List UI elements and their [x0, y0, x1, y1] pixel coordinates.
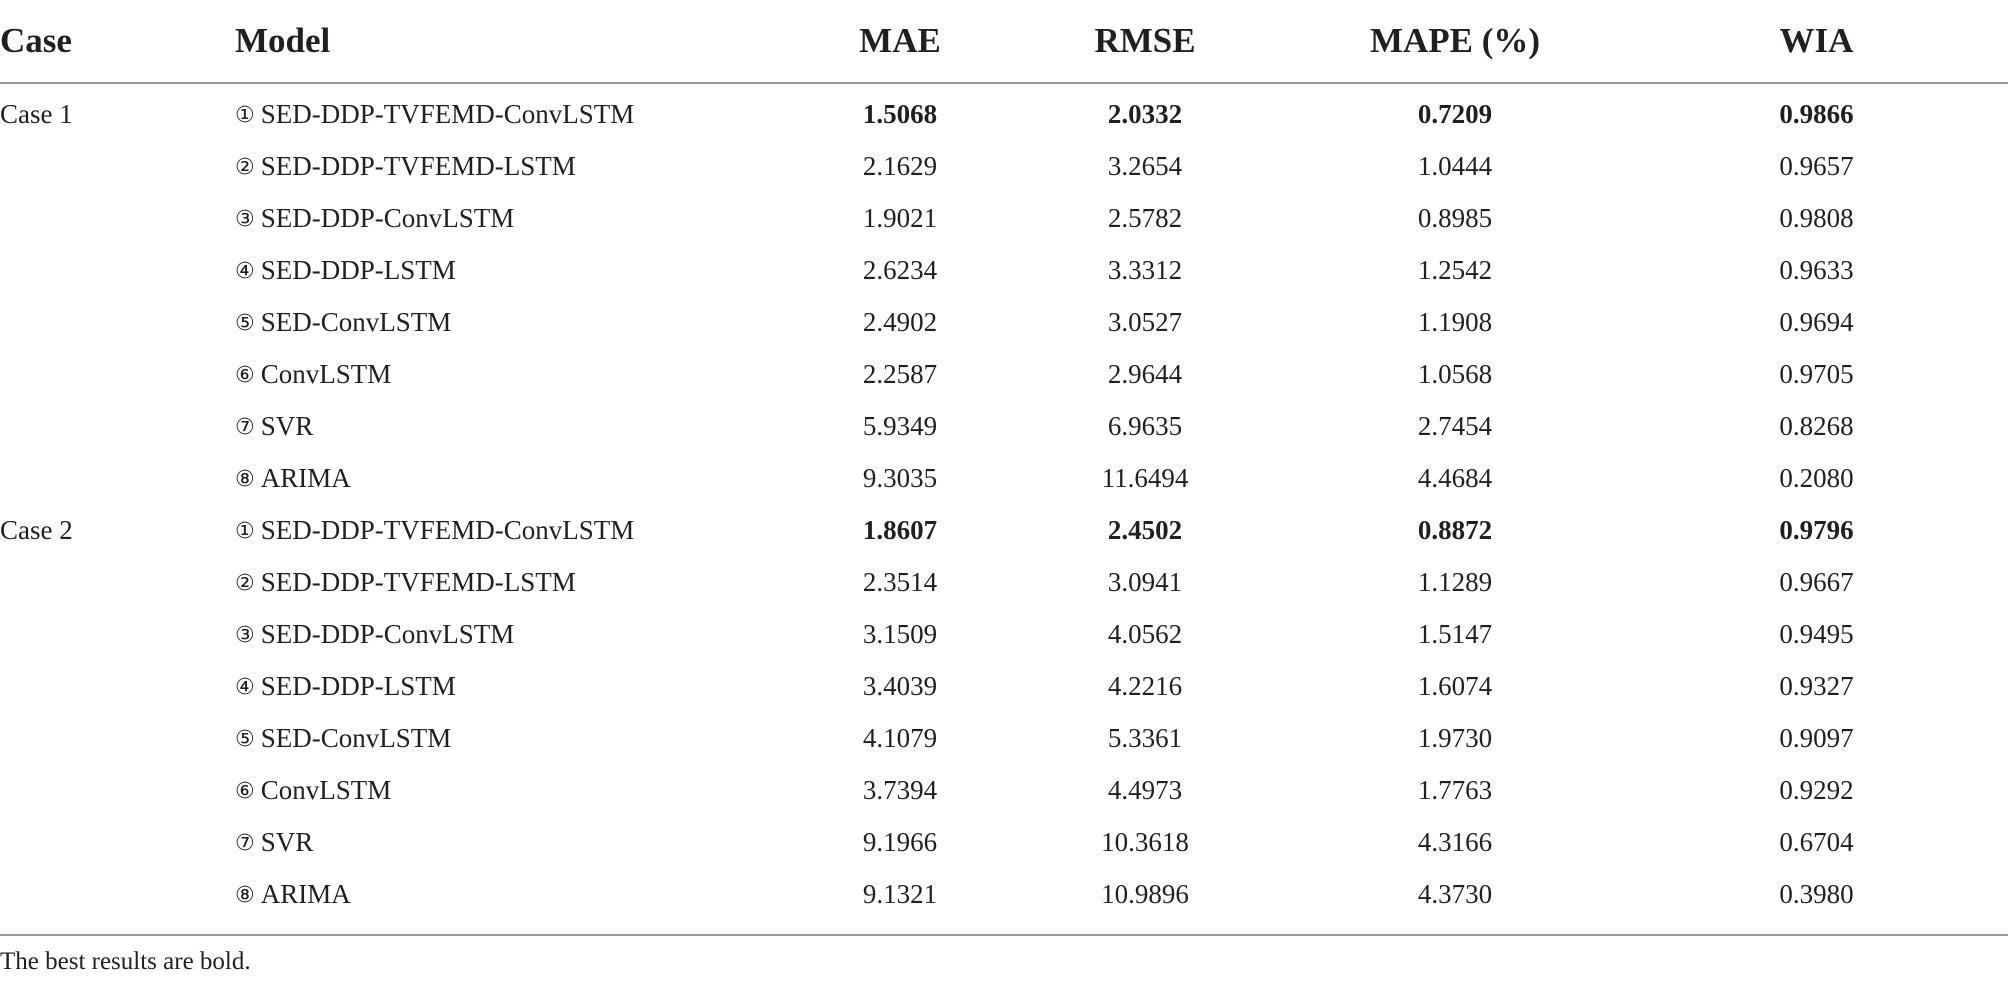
cell-wia: 0.9796	[1779, 514, 1854, 545]
model-name: SVR	[260, 826, 314, 857]
cell-mape: 0.8872	[1417, 514, 1493, 545]
cell-model	[235, 816, 795, 868]
model-number-marker: ⑤	[235, 310, 255, 336]
cell-case	[0, 764, 235, 816]
cell-mape: 1.0568	[1417, 358, 1493, 389]
cell-mape: 0.7209	[1417, 98, 1493, 129]
table-row	[0, 868, 2008, 920]
cell-wia: 0.9808	[1779, 202, 1854, 233]
cell-rmse: 4.4973	[1107, 774, 1183, 805]
cell-case: Case 2	[0, 514, 73, 545]
model-number-marker: ⑤	[235, 726, 255, 752]
table-row	[0, 348, 2008, 400]
cell-model	[235, 348, 795, 400]
cell-rmse: 3.0527	[1107, 306, 1183, 337]
cell-case	[0, 868, 235, 920]
cell-wia: 0.9292	[1779, 774, 1854, 805]
cell-case	[0, 816, 235, 868]
table-row	[0, 816, 2008, 868]
cell-case	[0, 556, 235, 608]
model-number-marker: ⑧	[235, 466, 255, 492]
cell-wia: 0.9097	[1779, 722, 1854, 753]
table-row	[0, 608, 2008, 660]
cell-mae: 3.1509	[862, 618, 938, 649]
table-row	[0, 192, 2008, 244]
cell-mae: 2.3514	[862, 566, 938, 597]
cell-model	[235, 504, 795, 556]
cell-mape: 2.7454	[1417, 410, 1493, 441]
table-row	[0, 452, 2008, 504]
table-row	[0, 504, 2008, 556]
table-footnote: The best results are bold.	[0, 948, 251, 975]
cell-wia: 0.9327	[1779, 670, 1854, 701]
cell-model	[235, 764, 795, 816]
model-name: SED-DDP-ConvLSTM	[260, 202, 515, 233]
cell-rmse: 3.0941	[1107, 566, 1183, 597]
table-bottom-rule	[0, 934, 2008, 936]
cell-wia: 0.9633	[1779, 254, 1854, 285]
model-number-marker: ②	[235, 570, 255, 596]
cell-mape: 1.1289	[1417, 566, 1493, 597]
cell-rmse: 6.9635	[1107, 410, 1183, 441]
cell-case	[0, 608, 235, 660]
header-model: Model	[235, 0, 795, 83]
cell-model	[235, 140, 795, 192]
model-number-marker: ④	[235, 674, 255, 700]
cell-case	[0, 400, 235, 452]
cell-mape: 1.7763	[1417, 774, 1493, 805]
cell-mape: 1.2542	[1417, 254, 1493, 285]
cell-mae: 4.1079	[862, 722, 938, 753]
model-number-marker: ⑧	[235, 882, 255, 908]
cell-mape: 1.6074	[1417, 670, 1493, 701]
model-name: SED-DDP-ConvLSTM	[260, 618, 515, 649]
cell-mae: 9.3035	[862, 462, 938, 493]
model-name: SED-DDP-TVFEMD-LSTM	[260, 150, 576, 181]
cell-model	[235, 296, 795, 348]
cell-wia: 0.9694	[1779, 306, 1854, 337]
cell-model	[235, 712, 795, 764]
cell-model	[235, 660, 795, 712]
model-name: ConvLSTM	[260, 774, 392, 805]
cell-mape: 4.4684	[1417, 462, 1493, 493]
cell-rmse: 4.0562	[1107, 618, 1183, 649]
model-number-marker: ⑥	[235, 362, 255, 388]
cell-wia: 0.9495	[1779, 618, 1854, 649]
header-rmse: RMSE	[1005, 0, 1285, 83]
cell-rmse: 4.2216	[1107, 670, 1183, 701]
model-number-marker: ④	[235, 258, 255, 284]
model-name: SED-DDP-LSTM	[260, 670, 456, 701]
cell-mae: 3.7394	[862, 774, 938, 805]
cell-case	[0, 348, 235, 400]
cell-model	[235, 244, 795, 296]
cell-case	[0, 140, 235, 192]
cell-wia: 0.9705	[1779, 358, 1854, 389]
table-body	[0, 83, 2008, 920]
table-row	[0, 400, 2008, 452]
cell-mae: 9.1321	[862, 878, 938, 909]
cell-rmse: 3.2654	[1107, 150, 1183, 181]
cell-wia: 0.8268	[1779, 410, 1854, 441]
model-name: SED-DDP-LSTM	[260, 254, 456, 285]
cell-rmse: 5.3361	[1107, 722, 1183, 753]
cell-rmse: 2.5782	[1107, 202, 1183, 233]
cell-wia: 0.2080	[1779, 462, 1854, 493]
model-name: ARIMA	[260, 462, 351, 493]
cell-rmse: 2.0332	[1107, 98, 1183, 129]
table-row	[0, 764, 2008, 816]
model-number-marker: ①	[235, 518, 255, 544]
table-row	[0, 660, 2008, 712]
cell-wia: 0.9667	[1779, 566, 1854, 597]
cell-mae: 1.9021	[862, 202, 938, 233]
table-row	[0, 556, 2008, 608]
header-mae: MAE	[795, 0, 1005, 83]
cell-mape: 4.3730	[1417, 878, 1493, 909]
cell-model	[235, 452, 795, 504]
model-name: SED-DDP-TVFEMD-LSTM	[260, 566, 576, 597]
cell-case	[0, 244, 235, 296]
cell-mape: 1.0444	[1417, 150, 1493, 181]
model-name: ConvLSTM	[260, 358, 392, 389]
cell-model	[235, 400, 795, 452]
table-row	[0, 140, 2008, 192]
cell-mae: 1.5068	[862, 98, 938, 129]
cell-case	[0, 452, 235, 504]
cell-rmse: 3.3312	[1107, 254, 1183, 285]
cell-mape: 0.8985	[1417, 202, 1493, 233]
cell-model	[235, 868, 795, 920]
cell-rmse: 11.6494	[1101, 462, 1189, 493]
cell-rmse: 2.9644	[1107, 358, 1183, 389]
table-row	[0, 712, 2008, 764]
cell-mae: 2.1629	[862, 150, 938, 181]
model-number-marker: ①	[235, 102, 255, 128]
cell-case: Case 1	[0, 98, 73, 129]
cell-wia: 0.9657	[1779, 150, 1854, 181]
model-number-marker: ⑦	[235, 414, 255, 440]
header-wia: WIA	[1625, 0, 2008, 83]
cell-model	[235, 556, 795, 608]
header-row	[0, 0, 2008, 83]
cell-wia: 0.9866	[1779, 98, 1854, 129]
model-name: SED-DDP-TVFEMD-ConvLSTM	[260, 98, 635, 129]
cell-mae: 2.2587	[862, 358, 938, 389]
cell-rmse: 10.9896	[1101, 878, 1189, 909]
cell-mae: 2.4902	[862, 306, 938, 337]
model-name: SVR	[260, 410, 314, 441]
cell-case	[0, 660, 235, 712]
cell-wia: 0.6704	[1779, 826, 1854, 857]
cell-rmse: 10.3618	[1101, 826, 1189, 857]
cell-mape: 1.5147	[1417, 618, 1493, 649]
model-name: ARIMA	[260, 878, 351, 909]
model-number-marker: ⑦	[235, 830, 255, 856]
model-name: SED-ConvLSTM	[260, 722, 452, 753]
cell-mae: 1.8607	[862, 514, 938, 545]
model-name: SED-DDP-TVFEMD-ConvLSTM	[260, 514, 635, 545]
cell-mae: 3.4039	[862, 670, 938, 701]
model-number-marker: ③	[235, 206, 255, 232]
table-row	[0, 244, 2008, 296]
cell-case	[0, 192, 235, 244]
model-number-marker: ③	[235, 622, 255, 648]
cell-mae: 5.9349	[862, 410, 938, 441]
header-mape: MAPE (%)	[1285, 0, 1625, 83]
cell-rmse: 2.4502	[1107, 514, 1183, 545]
model-name: SED-ConvLSTM	[260, 306, 452, 337]
cell-mape: 1.1908	[1417, 306, 1493, 337]
cell-mape: 1.9730	[1417, 722, 1493, 753]
model-number-marker: ⑥	[235, 778, 255, 804]
cell-model	[235, 192, 795, 244]
cell-case	[0, 712, 235, 764]
cell-mape: 4.3166	[1417, 826, 1493, 857]
cell-case	[0, 296, 235, 348]
table-row	[0, 296, 2008, 348]
header-case: Case	[0, 0, 235, 83]
cell-model	[235, 83, 795, 140]
table-row	[0, 83, 2008, 140]
cell-mae: 2.6234	[862, 254, 938, 285]
cell-mae: 9.1966	[862, 826, 938, 857]
cell-model	[235, 608, 795, 660]
model-number-marker: ②	[235, 154, 255, 180]
cell-wia: 0.3980	[1779, 878, 1854, 909]
